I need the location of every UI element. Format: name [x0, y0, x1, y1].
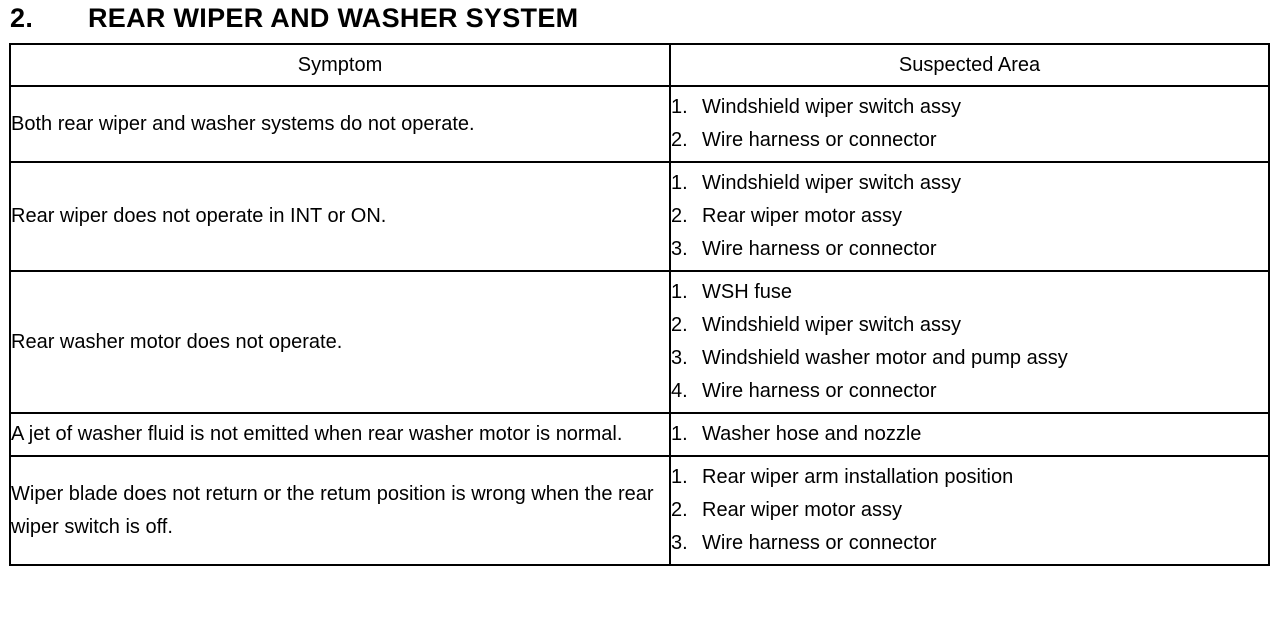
suspected-area-cell — [670, 271, 1269, 413]
suspected-area-cell — [670, 456, 1269, 565]
suspected-area-cell — [670, 413, 1269, 456]
suspected-area-list — [671, 87, 1268, 161]
symptom-cell: Both rear wiper and washer systems do not operate. — [10, 86, 670, 162]
suspected-area-item — [671, 91, 1268, 124]
item-text: Windshield wiper switch assy — [702, 172, 961, 194]
table-row — [10, 456, 1269, 565]
item-text: Rear wiper arm installation position — [702, 466, 1014, 488]
table-body — [10, 86, 1269, 565]
section-heading — [10, 0, 578, 36]
item-number: 1. — [671, 281, 688, 303]
item-number: 1. — [671, 172, 688, 194]
suspected-area-item — [671, 200, 1268, 233]
troubleshooting-table — [9, 43, 1270, 566]
suspected-area-item — [671, 124, 1268, 157]
suspected-area-item — [671, 309, 1268, 342]
item-number: 2. — [671, 314, 688, 336]
table-header-row — [10, 44, 1269, 86]
suspected-area-list — [671, 272, 1268, 412]
section-title: REAR WIPER AND WASHER SYSTEM — [88, 2, 579, 33]
item-text: Wire harness or connector — [702, 238, 937, 260]
item-number: 2. — [671, 499, 688, 521]
item-number: 3. — [671, 238, 688, 260]
suspected-area-item — [671, 375, 1268, 408]
item-text: Windshield wiper switch assy — [702, 96, 961, 118]
suspected-area-item — [671, 276, 1268, 309]
suspected-area-item — [671, 342, 1268, 375]
item-number: 3. — [671, 532, 688, 554]
item-number: 1. — [671, 96, 688, 118]
symptom-cell: Rear washer motor does not operate. — [10, 271, 670, 413]
table-row — [10, 271, 1269, 413]
item-number: 3. — [671, 347, 688, 369]
symptom-cell: Rear wiper does not operate in INT or ON. — [10, 162, 670, 271]
suspected-area-item — [671, 233, 1268, 266]
item-number: 1. — [671, 466, 688, 488]
suspected-area-item — [671, 494, 1268, 527]
symptom-cell: Wiper blade does not return or the retum position is wrong when the rear wiper switch is off. — [10, 456, 670, 565]
item-number: 4. — [671, 380, 688, 402]
suspected-area-item — [671, 527, 1268, 560]
item-text: Windshield washer motor and pump assy — [702, 347, 1068, 369]
item-text: Rear wiper motor assy — [702, 499, 903, 521]
item-text: Washer hose and nozzle — [702, 423, 922, 445]
item-text: Windshield wiper switch assy — [702, 314, 961, 336]
item-number: 2. — [671, 129, 688, 151]
suspected-area-item — [671, 167, 1268, 200]
item-text: WSH fuse — [702, 281, 793, 303]
suspected-area-cell — [670, 86, 1269, 162]
item-number: 2. — [671, 205, 688, 227]
symptom-column-header: Symptom — [10, 44, 670, 86]
suspected-area-item — [671, 461, 1268, 494]
item-text: Wire harness or connector — [702, 129, 937, 151]
symptom-cell: A jet of washer fluid is not emitted when rear washer motor is normal. — [10, 413, 670, 456]
suspected-area-list — [671, 414, 1268, 455]
section-number: 2. — [10, 2, 34, 33]
suspected-area-cell — [670, 162, 1269, 271]
table-row — [10, 413, 1269, 456]
table-row — [10, 162, 1269, 271]
item-number: 1. — [671, 423, 688, 445]
table-row — [10, 86, 1269, 162]
suspected-area-list — [671, 163, 1268, 270]
item-text: Wire harness or connector — [702, 380, 937, 402]
item-text: Wire harness or connector — [702, 532, 937, 554]
suspected-area-list — [671, 457, 1268, 564]
suspected-area-item — [671, 418, 1268, 451]
suspected-area-column-header: Suspected Area — [670, 44, 1269, 86]
item-text: Rear wiper motor assy — [702, 205, 903, 227]
